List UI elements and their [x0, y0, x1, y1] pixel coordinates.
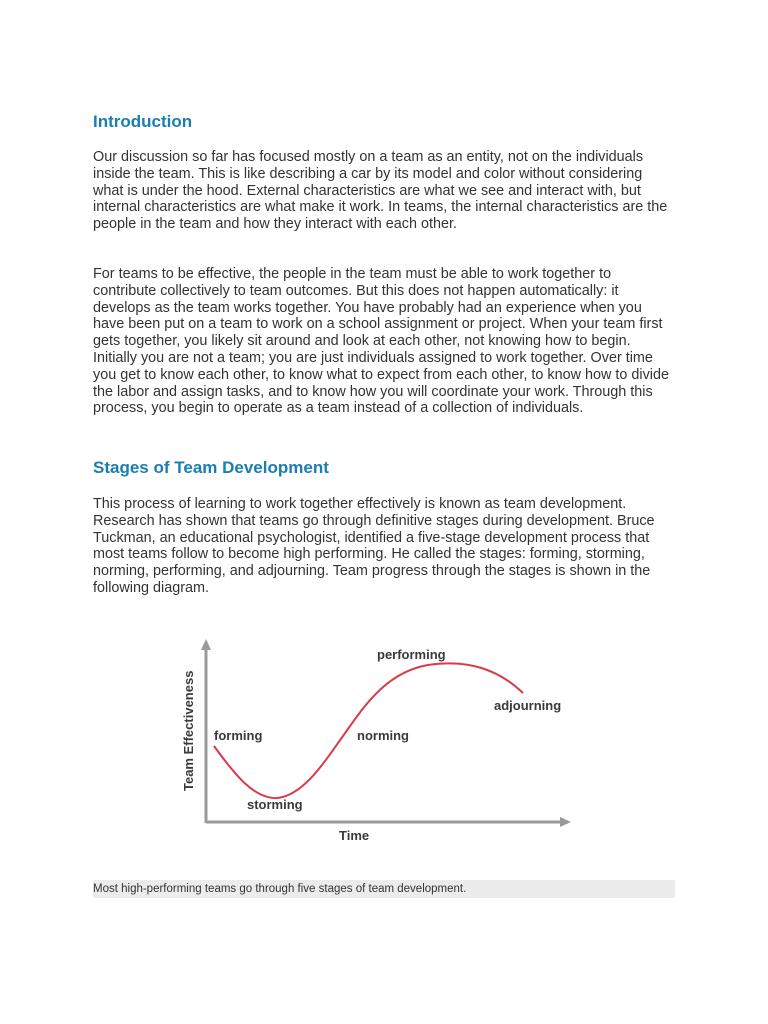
stage-label-norming: norming — [357, 728, 409, 743]
stage-label-storming: storming — [247, 797, 303, 812]
team-development-diagram — [177, 635, 577, 850]
y-axis-arrowhead — [201, 639, 211, 650]
intro-paragraph-2: For teams to be effective, the people in the team must be able to work together to contribute collectively to team outcomes. But this does not happen automatically: it develops as the team works together. You have probably had an experience when you have been put on a team to work on a school assignment or project. When your team first gets together, you likely sit around and look at each other, not knowing how to begin. Initially you are not a team; you are just individuals assigned to work together. Over time you get to know each other, to know what to expect from each other, to know how to divide the labor and assign tasks, and to know how you will coordinate your work. Through this process, you begin to operate as a team instead of a collection of individuals. — [93, 266, 669, 417]
section-heading-stages: Stages of Team Development — [93, 458, 329, 477]
section-heading-introduction: Introduction — [93, 112, 193, 131]
stages-paragraph-1: This process of learning to work together effectively is known as team development. Research has shown that teams go through definitive stages during development. Bruce Tuckman, an educational psychologist, identified a five-stage development process that most teams follow to become high performing. He called the stages: forming, storming, norming, performing, and adjourning. Team progress through the stages is shown in the following diagram. — [93, 496, 655, 596]
x-axis-label: Time — [339, 828, 370, 843]
intro-paragraph-1: Our discussion so far has focused mostly on a team as an entity, not on the individuals inside the team. This is like describing a car by its model and color without considering what is under the hood. External characteristics are what we see and interact with, but internal characteristics are what make it work. In teams, the internal characteristics are the people in the team and how they interact with each other. — [93, 149, 668, 233]
stage-label-forming: forming — [214, 728, 263, 743]
x-axis-arrowhead — [560, 817, 571, 827]
stage-label-adjourning: adjourning — [494, 698, 562, 713]
stage-label-performing: performing — [377, 647, 446, 662]
y-axis-label: Team Effectiveness — [181, 670, 196, 791]
figure-caption: Most high-performing teams go through five stages of team development. — [93, 880, 675, 898]
